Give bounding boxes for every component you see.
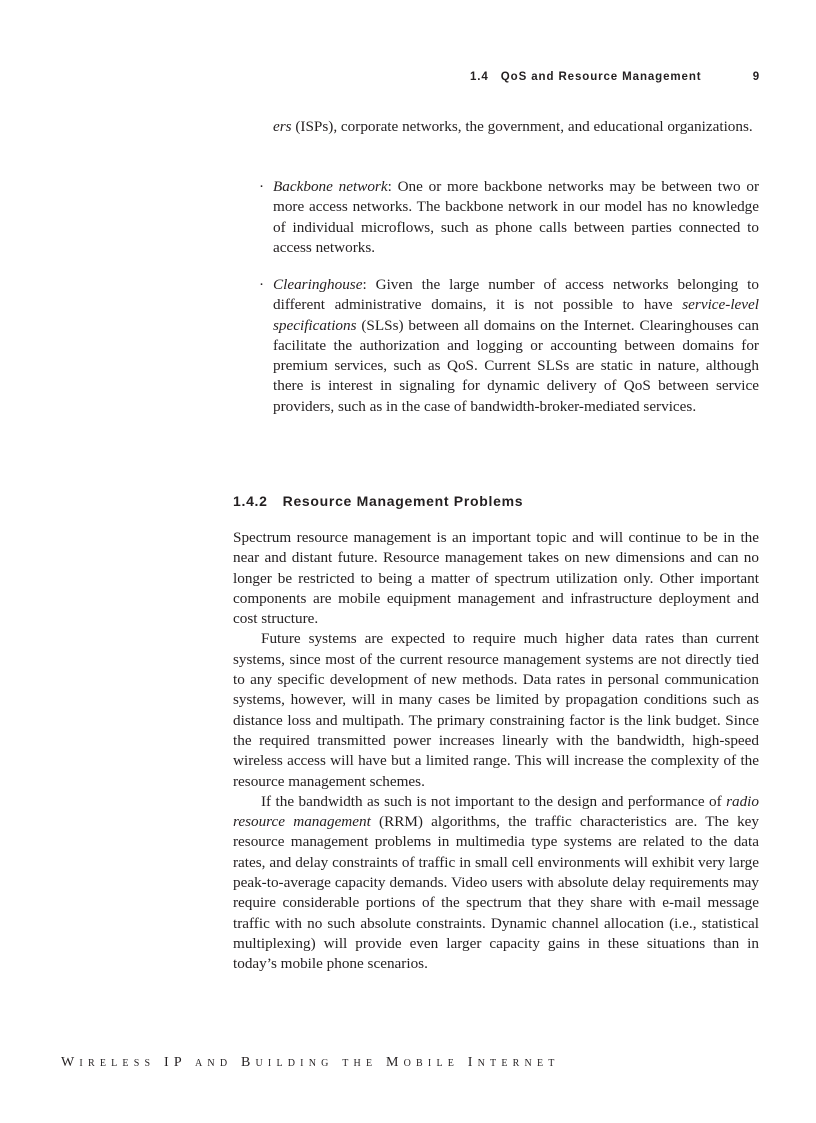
bullet-italic-phrase: service-level specifications bbox=[273, 296, 759, 334]
paragraph-2: Future systems are expected to require much higher data rates than current systems, since most of the current resource management systems are not directly tied to any specific development of new methods. Data rates in personal communication systems, however, will in many cases be limited by propagation conditions such as distance loss and multipath. The primary constraining factor is the link budget. Since the required transmitted power increases linearly with the bandwidth, high-speed wireless access will have but a limited range. This will increase the complexity of the resource management schemes. bbox=[233, 630, 759, 790]
paragraph-3-text: If the bandwidth as such is not important to the design and performance of bbox=[261, 792, 727, 810]
bullet-text: (SLSs) between all domains on the Internet. Clearinghouses can facilitate the authorization and logging or accounting between domains for premium services, such as QoS. Current SLSs are static in nature, although there is interest in signaling for dynamic delivery of QoS between service providers, such as in the case of bandwidth-broker-mediated services. bbox=[273, 316, 759, 415]
paragraph-1: Spectrum resource management is an important topic and will continue to be in the near and distant future. Resource management takes on new dimensions and can no longer be restricted to being a matter of spectrum utilization only. Other important components are mobile equipment management and infrastructure deployment and cost structure. bbox=[233, 529, 759, 628]
section-body bbox=[233, 528, 759, 975]
section-title: Resource Management Problems bbox=[282, 493, 524, 509]
running-footer: Wireless IP and Building the Mobile Internet bbox=[61, 1055, 560, 1070]
running-header bbox=[470, 71, 760, 83]
bullet-text: : One or more backbone networks may be between two or more access networks. The backbone network in our model has no knowledge of individual microflows, such as phone calls between parties connected to access networks. bbox=[273, 178, 759, 256]
bullet-text: : Given the large number of access networks belonging to different administrative domains, it is not possible to have bbox=[273, 276, 759, 314]
paragraph-3 bbox=[233, 792, 759, 975]
continued-italic: ers bbox=[273, 118, 292, 135]
bullet-backbone-network bbox=[259, 177, 759, 258]
bullet-dot-icon: · bbox=[259, 178, 265, 195]
section-heading bbox=[233, 493, 523, 509]
header-section-number: 1.4 bbox=[470, 71, 489, 83]
bullet-clearinghouse bbox=[259, 275, 759, 417]
paragraph-3-italic: radio resource management bbox=[233, 792, 759, 831]
section-number: 1.4.2 bbox=[233, 493, 268, 509]
continued-bullet-text bbox=[273, 117, 759, 137]
bullet-dot-icon: · bbox=[259, 276, 265, 293]
paragraph-3-text: (RRM) algorithms, the traffic characteristics are. The key resource management problems in multimedia type systems are related to the data rates, and delay constraints of traffic in small cell environments will exhibit very large peak-to-average capacity demands. Video users with absolute delay requirements may require considerable portions of the spectrum that they share with e-mail message traffic with no such absolute constraints. Dynamic channel allocation (i.e., statistical multiplexing) will provide even larger capacity gains in these situations than in today’s mobile phone scenarios. bbox=[233, 813, 760, 973]
continued-text: (ISPs), corporate networks, the government, and educational organizations. bbox=[291, 118, 753, 135]
bullet-term: Backbone network bbox=[273, 178, 388, 195]
header-section-title: QoS and Resource Management bbox=[500, 71, 702, 83]
page-number: 9 bbox=[752, 71, 760, 83]
bullet-term: Clearinghouse bbox=[273, 276, 363, 293]
header-section bbox=[470, 71, 701, 83]
